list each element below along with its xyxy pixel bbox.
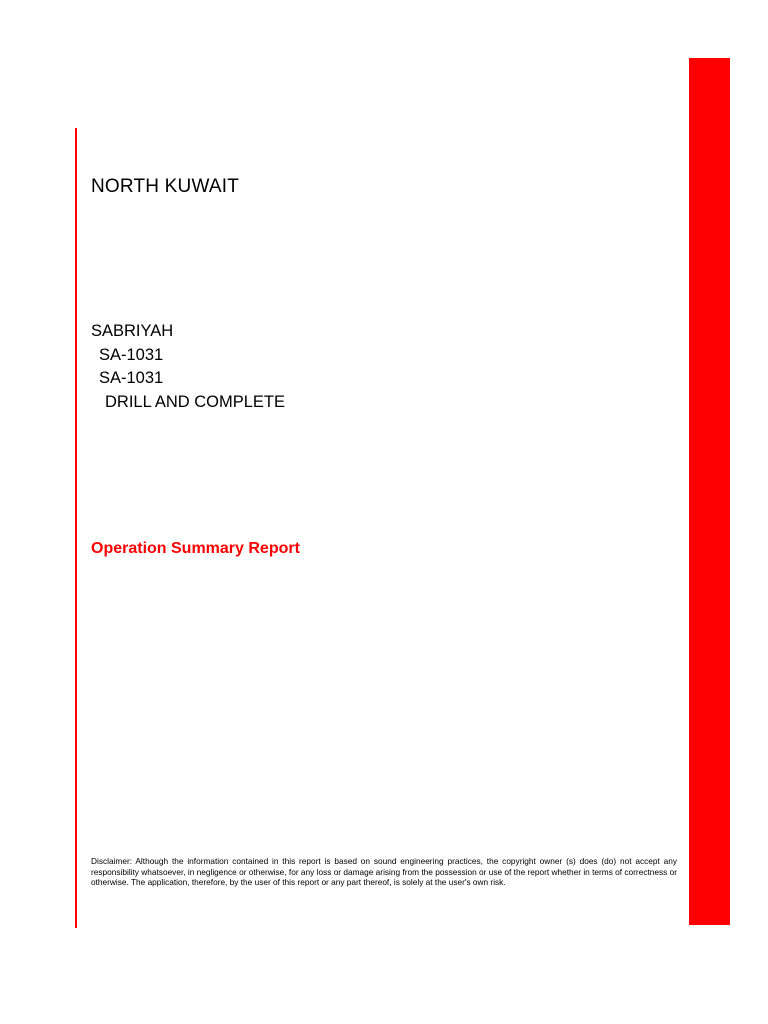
report-title: Operation Summary Report: [91, 540, 300, 557]
left-accent-rule: [75, 128, 77, 928]
well-info-block: [91, 320, 285, 414]
disclaimer-text: Disclaimer: Although the information contained in this report is based on sound engineering practices, the copyright owner (s) does (do) not accept any responsibility whatsoever, in negligence or otherwise, for any loss or damage arising from the possession or use of the report whether in terms of correctness or otherwise. The application, therefore, by the user of this report or any part thereof, is solely at the user's own risk.: [91, 856, 677, 888]
field-name: SABRIYAH: [91, 322, 174, 340]
well-name: SA-1031: [99, 345, 164, 364]
event-name: DRILL AND COMPLETE: [105, 392, 286, 411]
region-title: NORTH KUWAIT: [91, 176, 240, 197]
wellbore-name: SA-1031: [99, 369, 164, 387]
right-accent-band: [689, 58, 730, 925]
